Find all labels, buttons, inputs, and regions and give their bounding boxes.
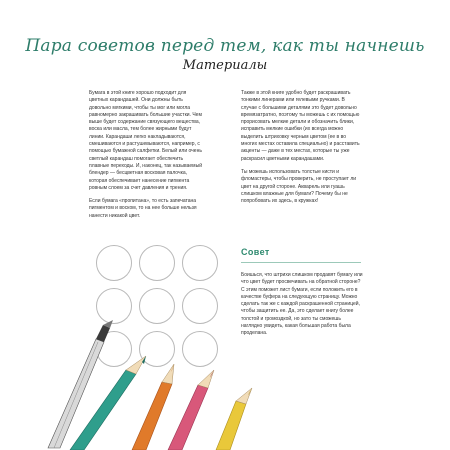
left-paragraph-1: Бумага в этой книге хорошо подходит для цветных карандашей. Они должны быть довольно мягкими, чтобы ты мог или могла равномерно закрашивать большие участки. Чем выше будет содержание связующего вещества, воска или масла, тем более жирными будут линии. Карандаши легко накладываются, смешиваются и растушевываются, например, с помощью бумажной салфетки. Белый или очень светлый карандаш помогает обеспечить плавные переходы. И, наконец, так называемый блендер — бесцветная восковая палочка, которая обеспечивает нанесение пигмента ровным слоем за счет давления и трения. — [89, 90, 203, 191]
page-title: Пара советов перед тем, как ты начнешь — [25, 36, 425, 56]
left-paragraph-2: Если бумага «пропитана», то есть запечатана пигментом и воском, то на нее больше нельзя нанести никакой цвет. — [89, 198, 197, 219]
section-subtitle: Материалы — [182, 58, 268, 73]
right-text-column — [241, 90, 361, 211]
right-paragraph-2: Ты можешь использовать толстые кисти и фломастеры, чтобы проверить, не проступает ли цвет на другой стороне. Акварель или гуашь слишком влажные для бумаги? Почему бы не попробовать их здесь, в кружках! — [241, 168, 357, 205]
gel-pen-icon — [48, 320, 113, 448]
swatch-circle — [182, 245, 218, 281]
pink-pencil-icon — [168, 370, 214, 450]
tip-text: Боишься, что штрихи слишком продавят бумагу или что цвет будет просвечивать на обратной стороне? С этим поможет лист бумаги, если положить его в качестве буфера на следующую страницу. Можно сделать так же с каждой раскрашенной страницей, чтобы защитить ее. Да, это сделает книгу более толстой и громоздкой, но зато ты сможешь наглядно увидеть, какая большая работа была проделана. — [241, 272, 363, 337]
yellow-pencil-icon — [216, 388, 252, 450]
pencils-illustration — [40, 312, 270, 450]
right-paragraph-1: Также в этой книге удобно будет раскрашивать тонкими линерами или гелевыми ручками. В случае с большими деталями это будет довольно времязатратно, поэтому ты можешь с их помощью прорисовать мелкие детали и обозначить блики, исправить мелкие ошибки (их всегда можно выделить штриховку черным цветом (ее в во многих местах оставила специально) и расставить акценты — даже в тех местах, которые ты уже раскрасил цветными карандашами. — [241, 90, 360, 162]
teal-pencil-icon — [70, 356, 146, 450]
left-text-column — [89, 90, 204, 226]
tip-divider — [241, 262, 361, 263]
swatch-circle — [96, 245, 132, 281]
orange-pencil-icon — [132, 364, 174, 450]
swatch-circle — [139, 245, 175, 281]
tip-heading: Совет — [241, 247, 270, 257]
